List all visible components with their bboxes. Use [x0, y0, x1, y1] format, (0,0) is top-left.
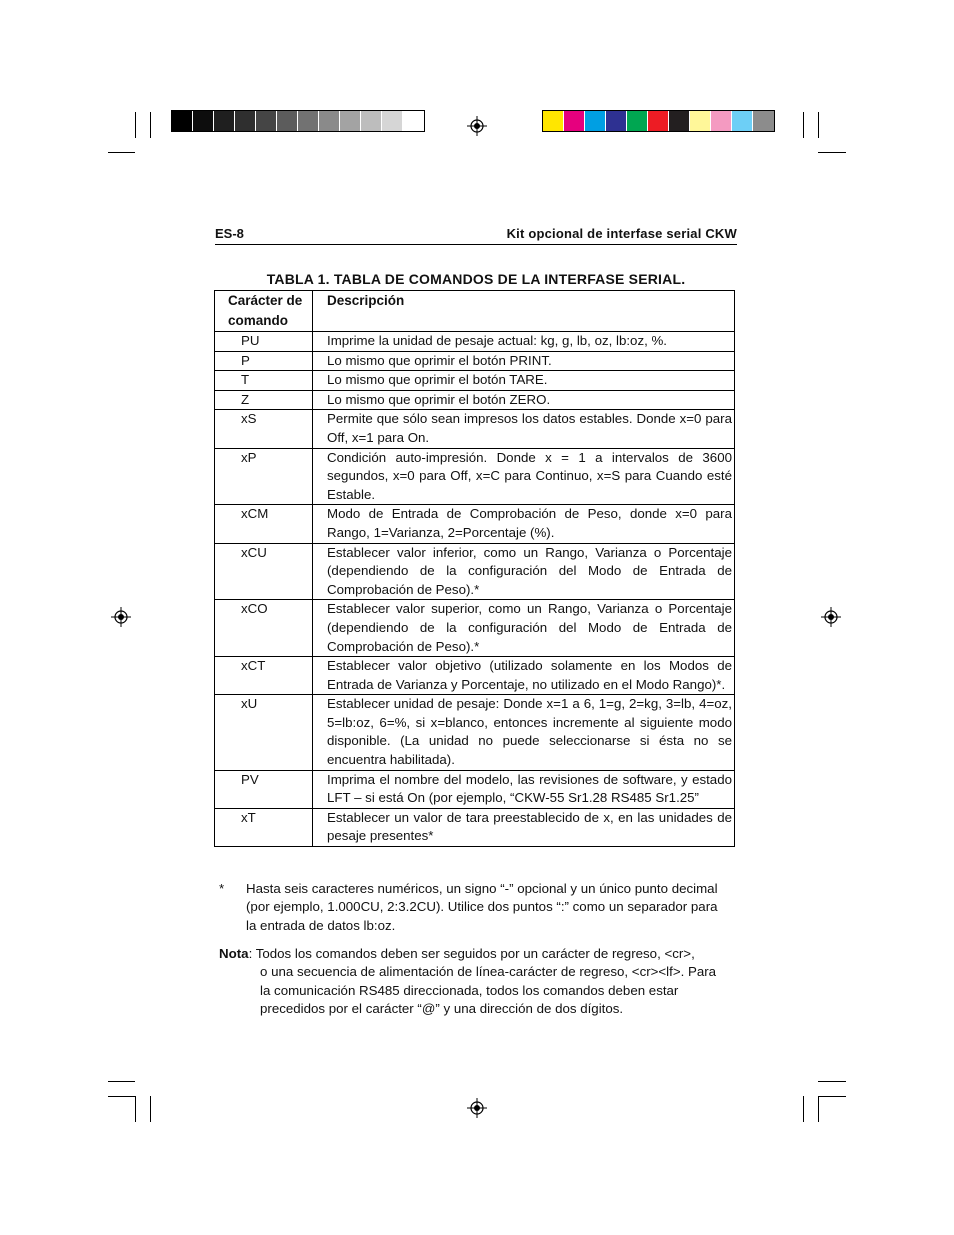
- table-row: [215, 543, 735, 600]
- table-row: [215, 410, 735, 448]
- color-swatch: [627, 111, 648, 131]
- note-first-line: : Todos los comandos deben ser seguidos por un carácter de regreso, <cr>,: [248, 946, 695, 961]
- crop-mark-top-left-h: [108, 152, 135, 153]
- crop-mark-top-right-v2: [818, 112, 819, 138]
- gray-swatch: [361, 111, 382, 131]
- note-label: Nota: [219, 946, 249, 961]
- note-text: o una secuencia de alimentación de línea-carácter de regreso, <cr><lf>. Para la comunicación RS485 direccionada, todos los comandos deben estar precedidos por el carácter “@” y una dirección de dos dígitos.: [260, 964, 717, 1017]
- crop-mark-top-right-v1: [803, 112, 804, 138]
- description-cell: Lo mismo que oprimir el botón ZERO.: [313, 390, 735, 410]
- table-row: [215, 351, 735, 371]
- color-swatch: [648, 111, 669, 131]
- description-cell: Permite que sólo sean impresos los datos estables. Donde x=0 para Off, x=1 para On.: [313, 410, 735, 448]
- crop-mark-bottom-left-v2: [150, 1096, 151, 1122]
- column-header-command-line1: Carácter de: [228, 293, 303, 308]
- crop-mark-bottom-left-h: [108, 1081, 135, 1082]
- footnote-marker: *: [219, 881, 225, 896]
- description-cell: Modo de Entrada de Comprobación de Peso, donde x=0 para Rango, 1=Varianza, 2=Porcentaje (%).: [313, 505, 735, 543]
- running-title: Kit opcional de interfase serial CKW: [506, 226, 737, 241]
- crop-mark-bottom-left-v1: [135, 1096, 136, 1122]
- page-number: ES-8: [215, 226, 244, 241]
- description-cell: Lo mismo que oprimir el botón TARE.: [313, 371, 735, 391]
- description-cell: Imprime la unidad de pesaje actual: kg, g, lb, oz, lb:oz, %.: [313, 332, 735, 352]
- registration-target-icon-bottom: [467, 1098, 487, 1118]
- color-swatch: [690, 111, 711, 131]
- note: [219, 945, 724, 1019]
- table-row: [215, 371, 735, 391]
- color-swatch: [669, 111, 690, 131]
- color-swatch: [564, 111, 585, 131]
- command-cell: xT: [215, 808, 313, 846]
- column-header-command-line2: comando: [228, 313, 289, 328]
- crop-mark-bottom-right-h2: [818, 1096, 846, 1097]
- gray-swatch: [382, 111, 403, 131]
- table-row: [215, 390, 735, 410]
- command-cell: xU: [215, 695, 313, 770]
- gray-swatch: [214, 111, 235, 131]
- crop-mark-bottom-right-v2: [818, 1096, 819, 1122]
- command-cell: xCU: [215, 543, 313, 600]
- command-cell: Z: [215, 390, 313, 410]
- description-cell: Lo mismo que oprimir el botón PRINT.: [313, 351, 735, 371]
- description-cell: Establecer un valor de tara preestablecido de x, en las unidades de pesaje presentes*: [313, 808, 735, 846]
- gray-swatch: [193, 111, 214, 131]
- crop-mark-top-right-h: [818, 152, 846, 153]
- table-row: [215, 505, 735, 543]
- command-cell: PV: [215, 770, 313, 808]
- command-cell: xCT: [215, 657, 313, 695]
- column-header-command: [215, 291, 313, 332]
- gray-swatch: [172, 111, 193, 131]
- description-cell: Establecer unidad de pesaje: Donde x=1 a 6, 1=g, 2=kg, 3=lb, 4=oz, 5=lb:oz, 6=%, si x=blanco, entonces incremente al siguiente modo disponible. (La unidad no puede seleccionarse si ésta no se encuentra habilitada).: [313, 695, 735, 770]
- gray-swatch: [235, 111, 256, 131]
- registration-target-icon-left: [111, 607, 131, 627]
- running-header: [215, 224, 737, 245]
- gray-swatch: [277, 111, 298, 131]
- color-swatch: [732, 111, 753, 131]
- crop-mark-top-left-v1: [135, 112, 136, 138]
- command-cell: xCM: [215, 505, 313, 543]
- registration-target-icon-top: [467, 116, 487, 136]
- command-cell: xP: [215, 448, 313, 505]
- command-cell: P: [215, 351, 313, 371]
- table-row: [215, 657, 735, 695]
- gray-swatch: [319, 111, 340, 131]
- table-row: [215, 600, 735, 657]
- gray-swatch: [298, 111, 319, 131]
- table-row: [215, 332, 735, 352]
- crop-mark-top-left-v2: [150, 112, 151, 138]
- gray-color-bar: [171, 110, 425, 132]
- command-cell: xCO: [215, 600, 313, 657]
- command-cell: T: [215, 371, 313, 391]
- description-cell: Condición auto-impresión. Donde x = 1 a intervalos de 3600 segundos, x=0 para Off, x=C para Continuo, x=S para Cuando esté Estable.: [313, 448, 735, 505]
- footnote: [219, 880, 719, 935]
- description-cell: Establecer valor inferior, como un Rango, Varianza o Porcentaje (dependiendo de la configuración del Modo de Entrada de Comprobación de Peso).*: [313, 543, 735, 600]
- command-cell: xS: [215, 410, 313, 448]
- table-row: [215, 770, 735, 808]
- crop-mark-bottom-right-h: [818, 1081, 846, 1082]
- color-swatch: [585, 111, 606, 131]
- table-title: TABLA 1. TABLA DE COMANDOS DE LA INTERFASE SERIAL.: [266, 271, 686, 287]
- gray-swatch: [256, 111, 277, 131]
- column-header-description: Descripción: [313, 291, 735, 332]
- crop-mark-bottom-left-h2: [108, 1096, 135, 1097]
- table-row: [215, 695, 735, 770]
- registration-target-icon-right: [821, 607, 841, 627]
- process-color-bar: [542, 110, 775, 132]
- gray-swatch: [403, 111, 424, 131]
- color-swatch: [711, 111, 732, 131]
- description-cell: Establecer valor objetivo (utilizado solamente en los Modos de Entrada de Varianza y Porcentaje, no utilizado en el Modo Rango)*.: [313, 657, 735, 695]
- table-header-row: [215, 291, 735, 332]
- color-swatch: [606, 111, 627, 131]
- command-cell: PU: [215, 332, 313, 352]
- commands-table: [214, 290, 735, 847]
- color-swatch: [543, 111, 564, 131]
- crop-mark-bottom-right-v1: [803, 1096, 804, 1122]
- gray-swatch: [340, 111, 361, 131]
- color-swatch: [753, 111, 774, 131]
- description-cell: Imprima el nombre del modelo, las revisiones de software, y estado LFT – si está On (por ejemplo, “CKW-55 Sr1.28 RS485 Sr1.25”: [313, 770, 735, 808]
- table-row: [215, 808, 735, 846]
- footnote-text: Hasta seis caracteres numéricos, un signo “-” opcional y un único punto decimal (por ejemplo, 1.000CU, 2:3.2CU). Utilice dos puntos “:” como un separador para la entrada de datos lb:oz.: [246, 881, 718, 933]
- description-cell: Establecer valor superior, como un Rango, Varianza o Porcentaje (dependiendo de la configuración del Modo de Entrada de Comprobación de Peso).*: [313, 600, 735, 657]
- table-row: [215, 448, 735, 505]
